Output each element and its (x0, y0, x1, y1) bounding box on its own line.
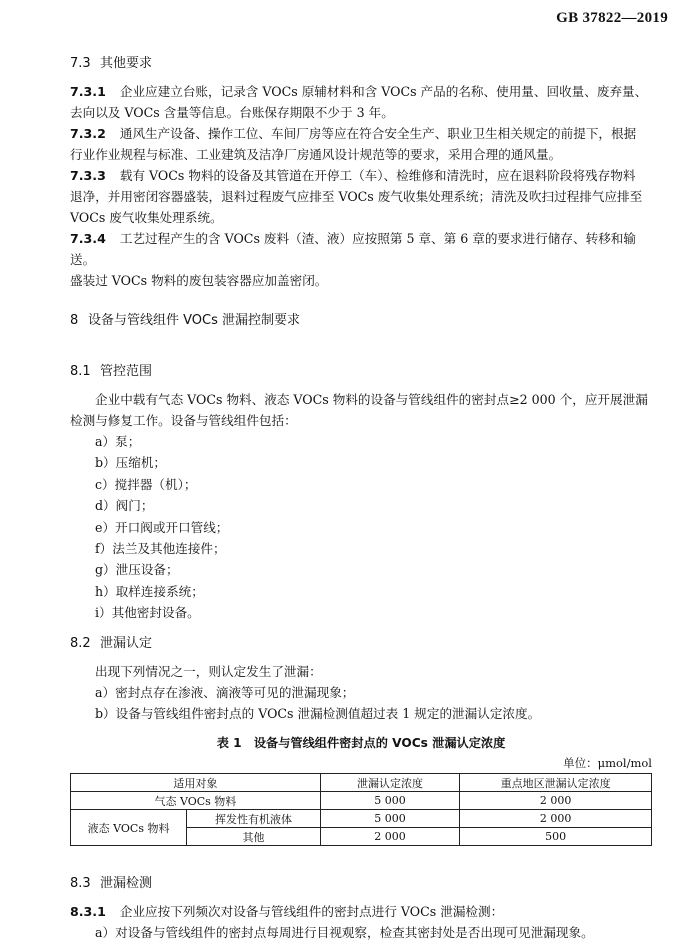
heading-8-3 (70, 872, 652, 891)
clause-text-line: 去向以及 VOCs 含量等信息。台账保存期限不少于 3 年。 (70, 105, 394, 120)
heading-title: 泄漏认定 (100, 635, 153, 651)
component-list (70, 431, 652, 624)
page-body (70, 34, 652, 944)
heading-number: 7.3 (70, 56, 91, 71)
table-cell: 5 000 (320, 792, 459, 810)
table-unit: 单位：μmol/mol (563, 756, 652, 771)
list-item: g）泄压设备； (95, 562, 179, 578)
heading-title: 其他要求 (100, 56, 153, 71)
table-row (71, 792, 652, 810)
header-cell: 适用对象 (71, 774, 321, 792)
heading-7-3 (70, 52, 652, 71)
clause-number: 7.3.2 (70, 126, 106, 141)
list-item: b）设备与管线组件密封点的 VOCs 泄漏检测值超过表 1 规定的泄漏认定浓度。 (95, 706, 541, 722)
heading-8 (70, 309, 652, 328)
leak-threshold-table (70, 773, 652, 846)
clause-text-line: 工艺过程产生的含 VOCs 废料（渣、液）应按照第 5 章、第 6 章的要求进行储存、转移和输送。 (70, 231, 636, 267)
heading-title: 管控范围 (100, 364, 153, 379)
list-item: d）阀门； (95, 498, 154, 514)
table-cell: 2 000 (320, 828, 459, 846)
clause-number: 7.3.3 (70, 168, 106, 183)
header-cell: 重点地区泄漏认定浓度 (460, 774, 652, 792)
heading-number: 8 (70, 313, 79, 328)
table-caption: 表 1 设备与管线组件密封点的 VOCs 泄漏认定浓度 (216, 736, 506, 751)
clause-7-3-1 (70, 81, 652, 123)
paragraph-line: 检测与修复工作。设备与管线组件包括： (70, 413, 297, 428)
clause-text-line: 行业作业规程与标准、工业建筑及洁净厂房通风设计规范等的要求，采用合理的通风量。 (70, 147, 562, 162)
list-item: f）法兰及其他连接件； (95, 541, 226, 557)
paragraph-line: 出现下列情况之一，则认定发生了泄漏： (95, 663, 322, 679)
clause-text-line: 企业应建立台账，记录含 VOCs 原辅材料和含 VOCs 产品的名称、使用量、回收量、废弃量、 (119, 84, 648, 99)
clause-text-line: 通风生产设备、操作工位、车间厂房等应在符合安全生产、职业卫生相关规定的前提下，根据 (119, 126, 637, 141)
table-cell: 5 000 (320, 810, 459, 828)
clause-7-3-4 (70, 228, 652, 291)
list-item: a）泵； (95, 434, 141, 449)
list-item: i）其他密封设备。 (95, 605, 200, 621)
list-item: c）搅拌器（机）； (95, 476, 197, 492)
standard-code: GB 37822—2019 (556, 10, 668, 26)
clause-number: 8.3.1 (70, 904, 106, 920)
table-cell: 500 (460, 828, 652, 846)
table-row (71, 810, 652, 828)
table-cell: 其他 (187, 828, 321, 846)
list-item: a）密封点存在渗液、滴液等可见的泄漏现象； (95, 684, 355, 700)
clause-text-line: 盛装过 VOCs 物料的废包装容器应加盖密闭。 (70, 273, 328, 288)
heading-8-2 (70, 632, 652, 651)
clause-number: 7.3.4 (70, 231, 106, 246)
heading-8-1 (70, 360, 652, 379)
clause-text-line: VOCs 废气收集处理系统。 (70, 210, 223, 225)
heading-title: 设备与管线组件 VOCs 泄漏控制要求 (88, 313, 301, 328)
clause-7-3-2 (70, 123, 652, 165)
heading-number: 8.1 (70, 364, 91, 379)
paragraph-line: 企业中载有气态 VOCs 物料、液态 VOCs 物料的设备与管线组件的密封点≥2 000 个，应开展泄漏 (95, 392, 648, 407)
heading-number: 8.2 (70, 635, 91, 651)
list-item: h）取样连接系统； (95, 583, 204, 599)
table-cell: 挥发性有机液体 (187, 810, 321, 828)
clause-number: 7.3.1 (70, 84, 106, 99)
clause-7-3-3 (70, 165, 652, 228)
clause-text-line: 企业应按下列频次对设备与管线组件的密封点进行 VOCs 泄漏检测： (119, 904, 504, 920)
heading-title: 泄漏检测 (100, 876, 153, 892)
list-item: a）对设备与管线组件的密封点每周进行目视观察，检查其密封处是否出现可见泄漏现象。 (95, 925, 594, 941)
clause-text-line: 载有 VOCs 物料的设备及其管道在开停工（车）、检维修和清洗时，应在退料阶段将残存物料 (119, 168, 636, 183)
clause-text-line: 退净，并用密闭容器盛装，退料过程废气应排至 VOCs 废气收集处理系统；清洗及吹扫过程排气应排至 (70, 189, 643, 204)
heading-number: 8.3 (70, 876, 91, 892)
list-item: b）压缩机； (95, 455, 167, 471)
table-header-row (71, 774, 652, 792)
table-cell: 2 000 (460, 792, 652, 810)
table-cell: 气态 VOCs 物料 (71, 792, 321, 810)
table-cell: 液态 VOCs 物料 (71, 810, 187, 846)
header-cell: 泄漏认定浓度 (320, 774, 459, 792)
table-cell: 2 000 (460, 810, 652, 828)
list-item: e）开口阀或开口管线； (95, 519, 229, 535)
